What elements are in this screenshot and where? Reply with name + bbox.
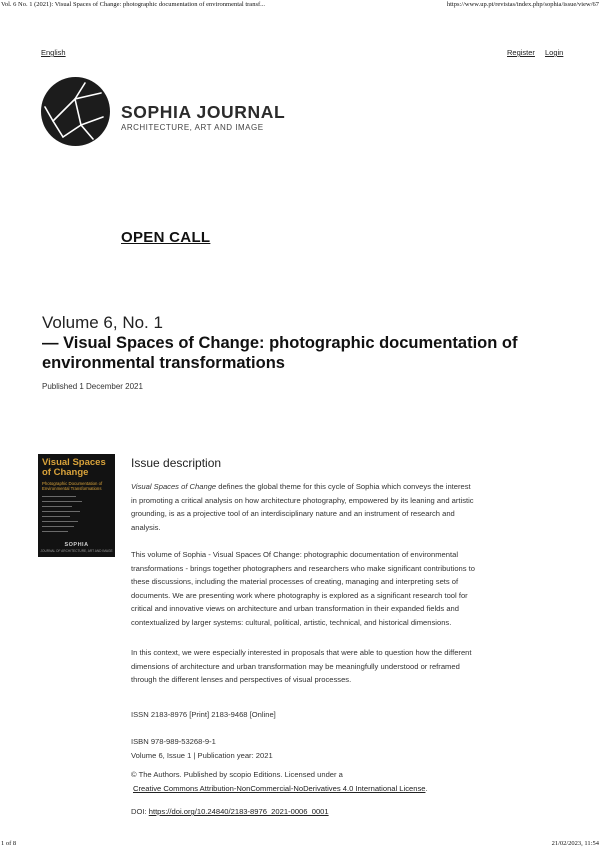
logo-mark-icon [41, 77, 110, 146]
cover-brand-subtitle: JOURNAL OF ARCHITECTURE, ART AND IMAGE [40, 549, 113, 553]
journal-subtitle: ARCHITECTURE, ART AND IMAGE [121, 123, 264, 132]
issn-text: ISSN 2183-8976 [Print] 2183-9468 [Online] [131, 710, 276, 719]
cover-title: Visual Spaces of Change [42, 457, 106, 478]
isbn-text: ISBN 978-989-53268-9-1 [131, 737, 216, 746]
cover-text-line [42, 506, 72, 507]
issue-title: — Visual Spaces of Change: photographic documentation of environmental transformations [42, 334, 518, 372]
cover-text-line [42, 511, 80, 512]
sophia-logo[interactable] [41, 77, 110, 146]
description-paragraph-2: This volume of Sophia - Visual Spaces Of Change: photographic documentation of environmental transformations - brings together photographers and researchers who make significant contributions to these discussions, including the material processes of creating, managing and interpreting sets of documents. We are presenting work where photography is explored as a significant research tool for critical and innovative views on architecture and urban transformation in their expanded fields and contextualized by larger systems: cultural, political, artistic, technical, and historical dimensions. [131, 550, 476, 627]
language-link[interactable]: English [41, 48, 66, 57]
issue-description-heading: Issue description [131, 456, 222, 470]
cover-text-line [42, 521, 78, 522]
print-footer-datetime: 21/02/2023, 11:54 [551, 840, 599, 847]
doi-link[interactable]: https://doi.org/10.24840/2183-8976_2021-0006_0001 [148, 807, 329, 816]
issue-cover-image[interactable] [38, 454, 115, 557]
cover-brand: SOPHIA [64, 542, 89, 548]
print-footer-page: 1 of 8 [1, 840, 17, 847]
published-date: Published 1 December 2021 [42, 382, 143, 391]
cover-text-line [42, 516, 70, 517]
cover-text-line [42, 531, 68, 532]
doi-line: DOI: https://doi.org/10.24840/2183-8976_2021-0006_0001 [131, 807, 329, 816]
cover-text-line [42, 501, 82, 502]
license-link[interactable]: Creative Commons Attribution-NonCommercial-NoDerivatives 4.0 International License [133, 784, 426, 793]
description-paragraph-1: Visual Spaces of Change defines the global theme for this cycle of Sophia which conveys the interest in promoting a critical analysis on how architecture photography, empowered by its leaning and artistic grounding, is as a projective tool of an interdisciplinary nature and an instrument of research and analysis. [131, 482, 474, 532]
open-call-link[interactable]: OPEN CALL [121, 229, 211, 246]
print-header-title: Vol. 6 No. 1 (2021): Visual Spaces of Change: photographic documentation of environmental transf... [1, 1, 266, 8]
login-link[interactable]: Login [545, 48, 564, 57]
cover-text-line [42, 526, 74, 527]
issue-volume: Volume 6, No. 1 [42, 313, 163, 332]
license-line: Creative Commons Attribution-NonCommercial-NoDerivatives 4.0 International License. [133, 784, 428, 793]
description-paragraph-3: In this context, we were especially interested in proposals that were able to question how the different dimensions of architecture and urban transformation may be meaningfully understood or reframed through the different lenses and perspectives of visual processes. [131, 648, 472, 685]
cover-subtitle: Photographic Documentation of Environmental Transformations [42, 481, 103, 491]
volume-info-text: Volume 6, Issue 1 | Publication year: 2021 [131, 751, 273, 760]
register-link[interactable]: Register [507, 48, 535, 57]
print-header-url: https://www.up.pt/revistas/index.php/sophia/issue/view/67 [446, 1, 599, 8]
license-text: © The Authors. Published by scopio Editions. Licensed under a [131, 770, 343, 779]
cover-text-line [42, 496, 76, 497]
journal-name: SOPHIA JOURNAL [121, 102, 286, 122]
